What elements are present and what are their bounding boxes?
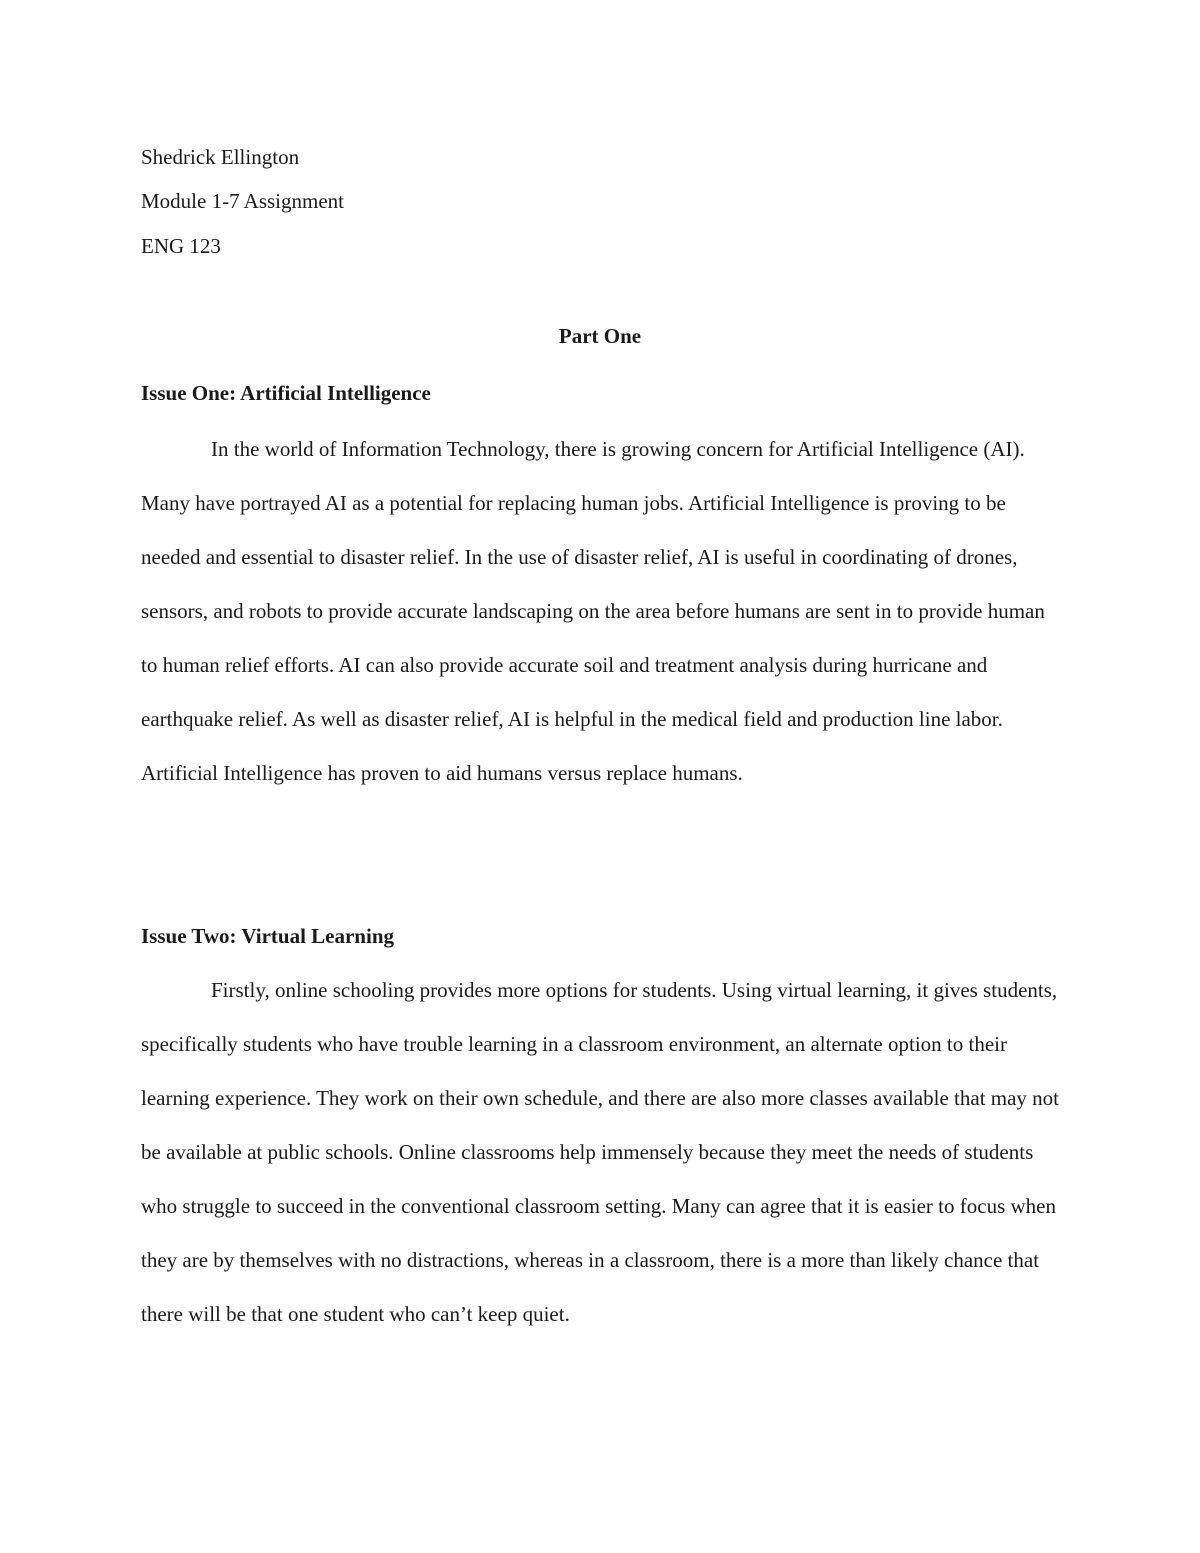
assignment-title: Module 1-7 Assignment <box>141 189 344 213</box>
author-name: Shedrick Ellington <box>141 145 300 169</box>
issue-two-heading: Issue Two: Virtual Learning <box>141 924 395 948</box>
issue-one-body: In the world of Information Technology, there is growing concern for Artificial Intelligence (AI). Many have portrayed AI as a potential for replacing human jobs. Artificial Intelligence is proving to be needed and essential to disaster relief. In the use of disaster relief, AI is useful in coordinating of drones, sensors, and robots to provide accurate landscaping on the area before humans are sent in to provide human to human relief efforts. AI can also provide accurate soil and treatment analysis during hurricane and earthquake relief. As well as disaster relief, AI is helpful in the medical field and production line labor. Artificial Intelligence has proven to aid humans versus replace humans. <box>141 437 1045 785</box>
part-title: Part One <box>558 324 642 348</box>
issue-two-body: Firstly, online schooling provides more options for students. Using virtual learning, it gives students, specifically students who have trouble learning in a classroom environment, an alternate option to their learning experience. They work on their own schedule, and there are also more classes available that may not be available at public schools. Online classrooms help immensely because they meet the needs of students who struggle to succeed in the conventional classroom setting. Many can agree that it is easier to focus when they are by themselves with no distractions, whereas in a classroom, there is a more than likely chance that there will be that one student who can’t keep quiet. <box>141 978 1060 1326</box>
issue-one-heading: Issue One: Artificial Intelligence <box>141 381 431 405</box>
course-code: ENG 123 <box>141 234 221 258</box>
